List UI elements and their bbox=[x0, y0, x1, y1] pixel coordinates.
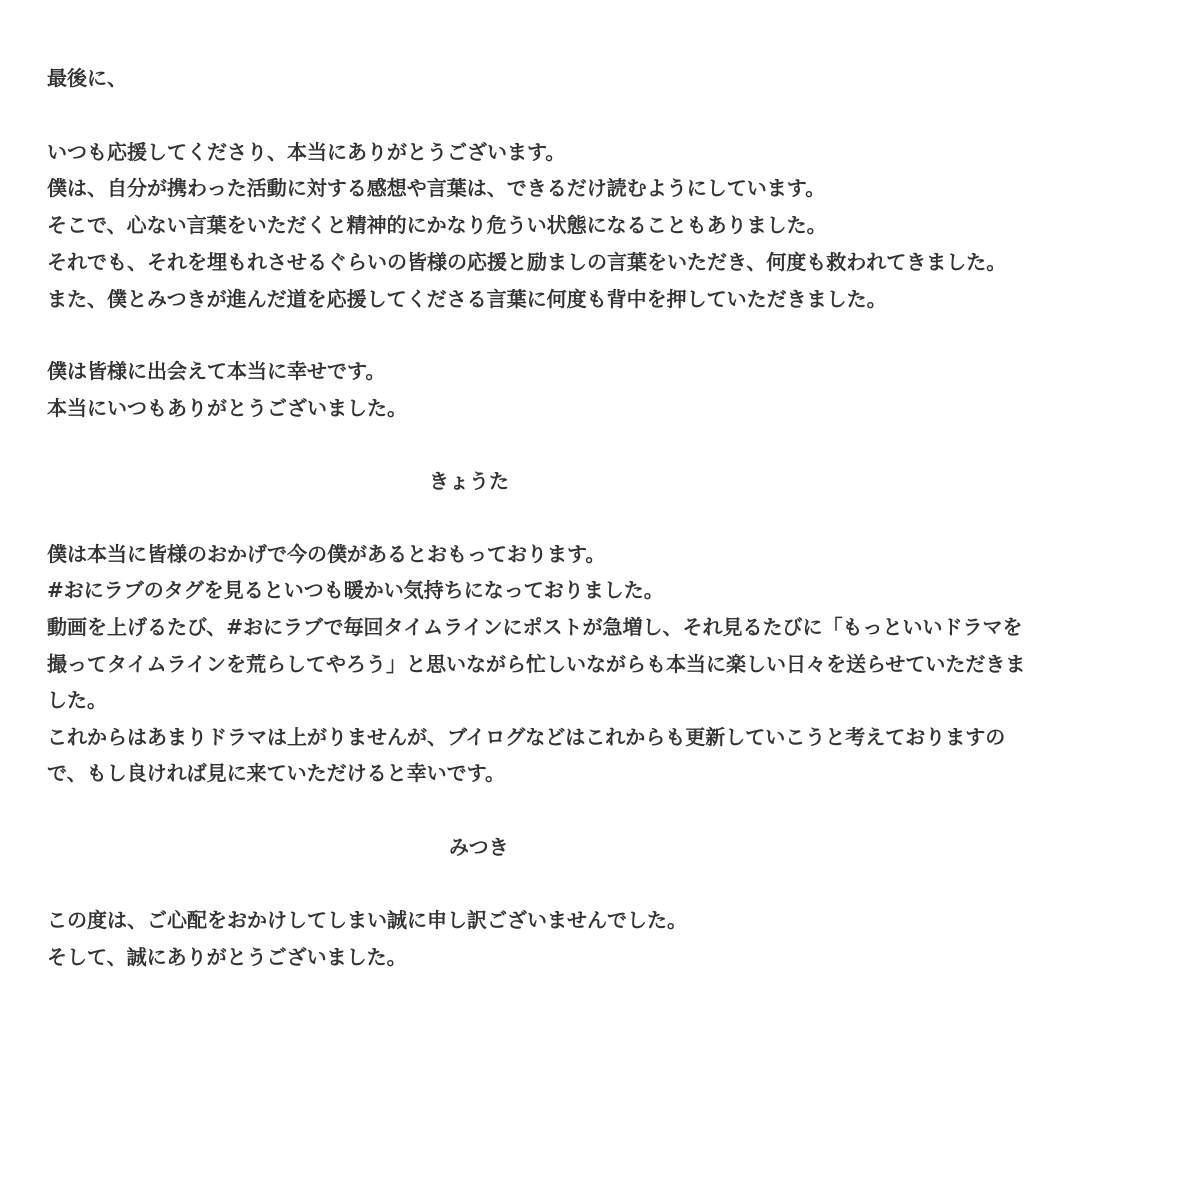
paragraph3-line: 僕は本当に皆様のおかげで今の僕があるとおもっております。 bbox=[47, 542, 606, 566]
paragraph1-line: 僕は、自分が携わった活動に対する感想や言葉は、できるだけ読むようにしています。 bbox=[47, 176, 826, 200]
paragraph2-line: 僕は皆様に出会えて本当に幸せです。 bbox=[47, 359, 386, 383]
paragraph3-line: #おにラブのタグを見るといつも暖かい気持ちになっておりました。 bbox=[47, 578, 664, 602]
paragraph4-line: この度は、ご心配をおかけしてしまい誠に申し訳ございませんでした。 bbox=[47, 908, 687, 932]
paragraph3-line: これからはあまりドラマは上がりませんが、ブイログなどはこれからも更新していこうと考えておりますの bbox=[47, 725, 1006, 749]
signature-kyota: きょうた bbox=[429, 469, 509, 493]
signature-mitsuki: みつき bbox=[449, 835, 509, 859]
paragraph1-line: また、僕とみつきが進んだ道を応援してくださる言葉に何度も背中を押していただきました。 bbox=[47, 287, 887, 311]
paragraph3-line: した。 bbox=[47, 688, 107, 712]
closing-heading: 最後に、 bbox=[47, 66, 127, 90]
paragraph4-line: そして、誠にありがとうございました。 bbox=[47, 945, 407, 969]
paragraph1-line: それでも、それを埋もれさせるぐらいの皆様の応援と励ましの言葉をいただき、何度も救われてきました。 bbox=[47, 250, 1007, 274]
paragraph3-line: 動画を上げるたび、#おにラブで毎回タイムラインにポストが急増し、それ見るたびに「もっといいドラマを bbox=[47, 615, 1023, 639]
paragraph1-line: そこで、心ない言葉をいただくと精神的にかなり危うい状態になることもありました。 bbox=[47, 213, 827, 237]
paragraph2-line: 本当にいつもありがとうございました。 bbox=[47, 396, 407, 420]
paragraph3-line: 撮ってタイムラインを荒らしてやろう」と思いながら忙しいながらも本当に楽しい日々を送らせていただきま bbox=[47, 652, 1026, 676]
paragraph1-line: いつも応援してくださり、本当にありがとうございます。 bbox=[47, 140, 566, 164]
paragraph3-line: で、もし良ければ見に来ていただけると幸いです。 bbox=[47, 761, 505, 785]
